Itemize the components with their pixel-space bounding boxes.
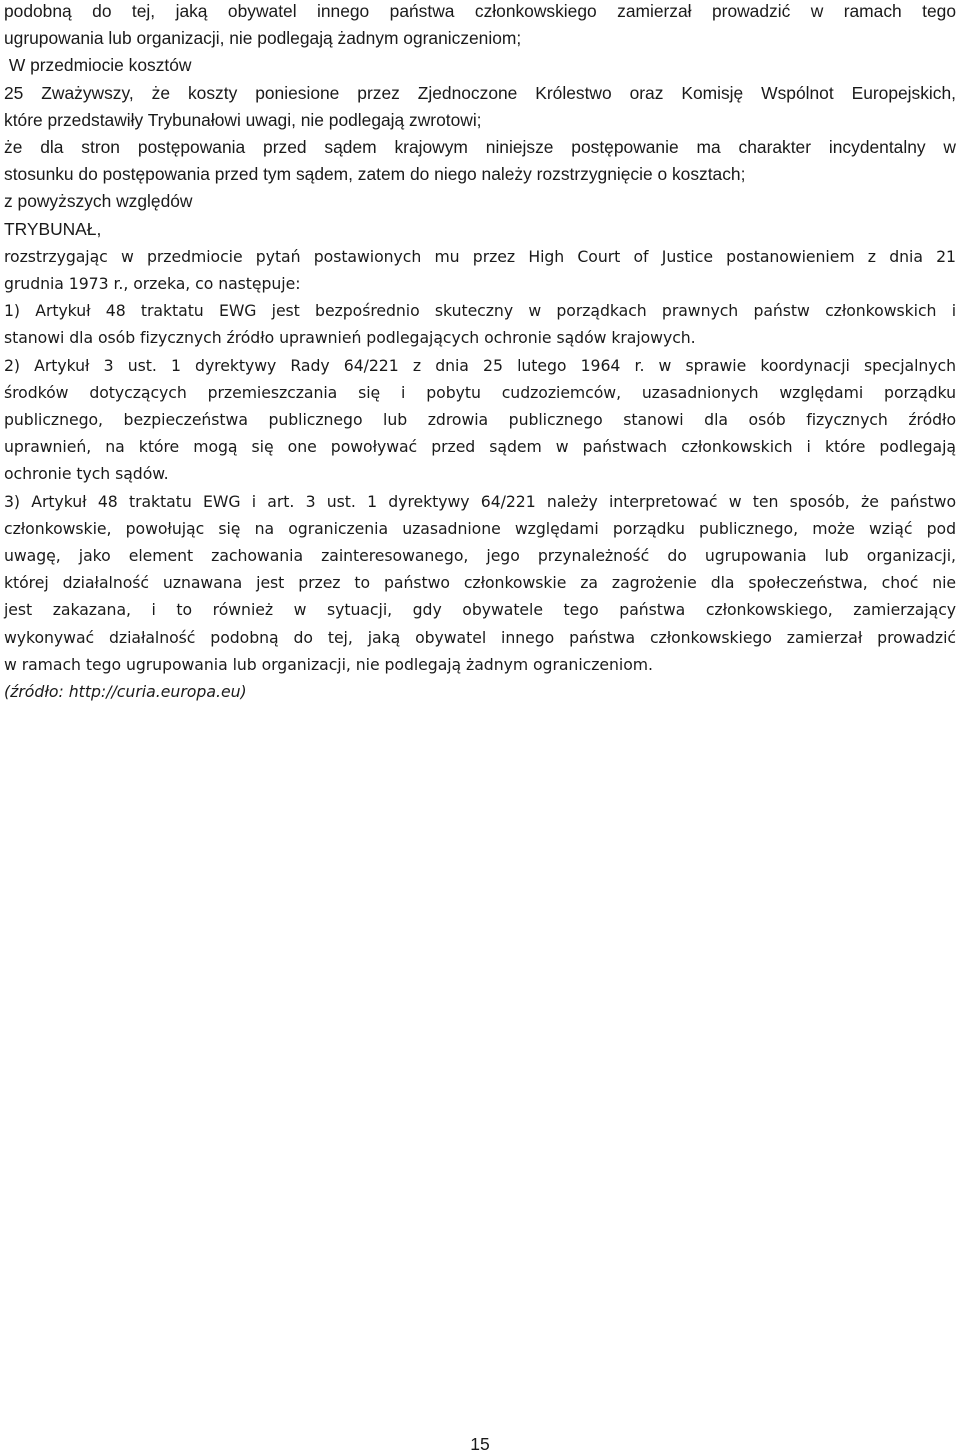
text-line: ugrupowania lub organizacji, nie podlegają żadnym ograniczeniom; — [4, 28, 522, 49]
text-line: 3) Artykuł 48 traktatu EWG i art. 3 ust. 1 dyrektywy 64/221 należy interpretować w ten sposób, że państwo — [4, 491, 956, 511]
text-line: rozstrzygając w przedmiocie pytań postawionych mu przez High Court of Justice postanowieniem z dnia 21 — [4, 246, 956, 266]
text-line: której działalność uznawana jest przez to państwo członkowskie za zagrożenie dla społeczeństwa, choć nie — [4, 573, 956, 593]
text-line: które przedstawiły Trybunałowi uwagi, nie podlegają zwrotowi; — [4, 109, 482, 130]
text-line: wykonywać działalność podobną do tej, jaką obywatel innego państwa członkowskiego zamierzał prowadzić — [4, 627, 956, 647]
page-number: 15 — [470, 1434, 490, 1454]
text-line: publicznego, bezpieczeństwa publicznego lub zdrowia publicznego stanowi dla osób fizycznych źródło — [4, 410, 956, 430]
text-block-ruling — [4, 243, 956, 678]
text-line: z powyższych względów — [4, 191, 193, 212]
text-line: członkowskie, powołując się na ograniczenia uzasadnione względami porządku publicznego, może wziąć pod — [4, 518, 956, 538]
text-line: środków dotyczących przemieszczania się i pobytu cudzoziemców, uzasadnionych względami porządku — [4, 382, 956, 402]
text-line: grudnia 1973 r., orzeka, co następuje: — [4, 274, 301, 294]
text-line: w ramach tego ugrupowania lub organizacji, nie podlegają żadnym ograniczeniom. — [4, 654, 653, 674]
text-line: jest zakazana, i to również w sytuacji, gdy obywatele tego państwa członkowskiego, zamierzający — [4, 600, 956, 620]
text-line: ochronie tych sądów. — [4, 464, 169, 484]
text-line: podobną do tej, jaką obywatel innego państwa członkowskiego zamierzał prowadzić w ramach tego — [4, 1, 956, 21]
text-block-ruling-preamble — [4, 0, 956, 243]
text-line: 1) Artykuł 48 traktatu EWG jest bezpośrednio skuteczny w porządkach prawnych państw członkowskich i — [4, 301, 956, 321]
text-line: 2) Artykuł 3 ust. 1 dyrektywy Rady 64/221 z dnia 25 lutego 1964 r. w sprawie koordynacji specjalnych — [4, 355, 956, 375]
text-line: stanowi dla osób fizycznych źródło uprawnień podlegających ochronie sądów krajowych. — [4, 328, 696, 348]
text-line: uprawnień, na które mogą się one powoływać przed sądem w państwach członkowskich i które podlegają — [4, 437, 956, 457]
court-name-heading: TRYBUNAŁ, — [4, 218, 102, 239]
section-heading-costs: W przedmiocie kosztów — [4, 55, 192, 76]
source-citation: (źródło: http://curia.europa.eu) — [4, 682, 247, 702]
text-line: 25 Zważywszy, że koszty poniesione przez Zjednoczone Królestwo oraz Komisję Wspólnot Europejskich, — [4, 82, 956, 103]
text-line: uwagę, jako element zachowania zainteresowanego, jego przynależność do ugrupowania lub organizacji, — [4, 546, 956, 566]
text-line: stosunku do postępowania przed tym sądem, zatem do niego należy rozstrzygnięcie o kosztach; — [4, 164, 746, 185]
text-line: że dla stron postępowania przed sądem krajowym niniejsze postępowanie ma charakter incydentalny w — [4, 137, 956, 158]
